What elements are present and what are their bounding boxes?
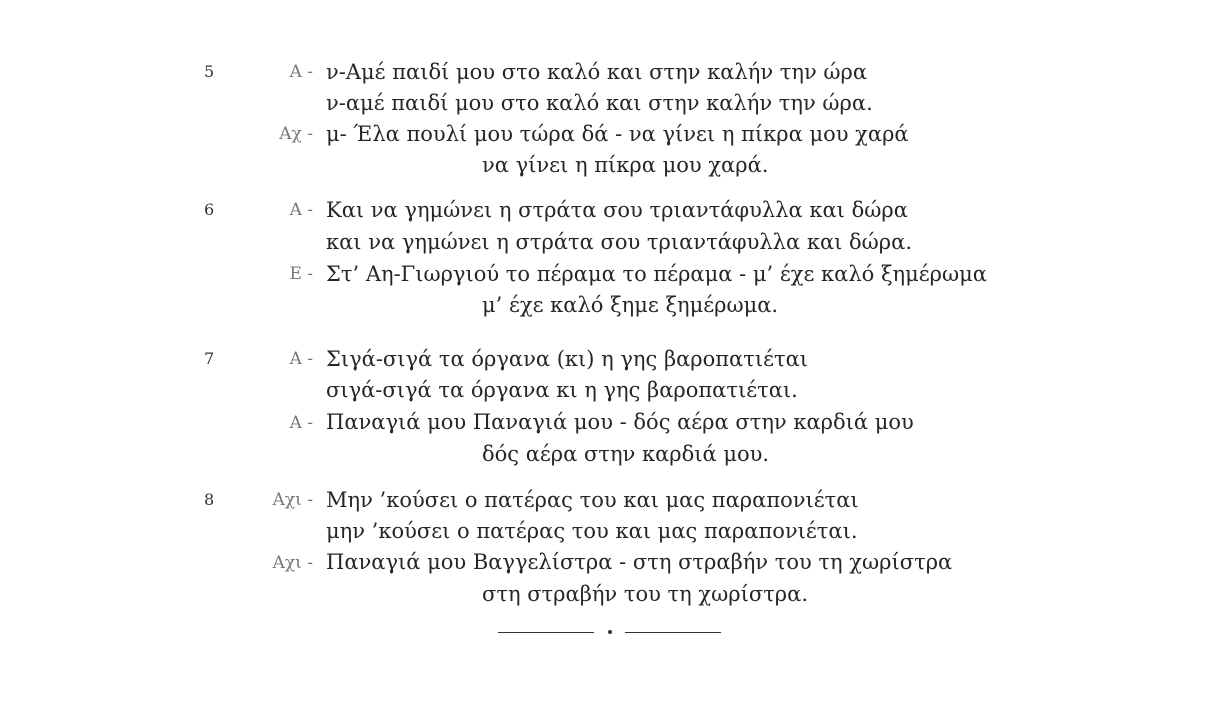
verse-line: Και να γημώνει η στράτα σου τριαντάφυλλα και δώρα <box>326 198 908 222</box>
verse-line: ν-αμέ παιδί μου στο καλό και στην καλήν την ώρα. <box>326 91 873 115</box>
speaker-label: Α - <box>289 62 313 82</box>
speaker-label: Αχι - <box>272 490 313 510</box>
verse-line: Παναγιά μου Βαγγελίστρα - στη στραβήν του τη χωρίστρα <box>326 550 953 574</box>
speaker-label: Α - <box>289 413 313 433</box>
verse-line: Στ’ Αη-Γιωργιού το πέραμα το πέραμα - μ’ έχε καλό ξημέρωμα <box>326 262 987 286</box>
verse-line: Σιγά-σιγά τα όργανα (κι) η γης βαροπατιέται <box>326 347 809 371</box>
stanza-number: 5 <box>204 62 215 81</box>
speaker-label: Α - <box>289 349 313 369</box>
ornament-rule <box>498 632 594 633</box>
verse-line: μ- Έλα πουλί μου τώρα δά - να γίνει η πίκρα μου χαρά <box>326 122 909 146</box>
verse-line: ν-Αμέ παιδί μου στο καλό και στην καλήν την ώρα <box>326 60 868 84</box>
ornament-rule <box>625 632 721 633</box>
speaker-label: Ε - <box>289 264 313 284</box>
stanza-number: 6 <box>204 200 215 219</box>
stanza-number: 8 <box>204 490 215 509</box>
ornament-dot <box>608 630 612 634</box>
verse-line: σιγά-σιγά τα όργανα κι η γης βαροπατιέται. <box>326 378 798 402</box>
verse-line: Μην ’κούσει ο πατέρας του και μας παραπονιέται <box>326 488 859 512</box>
verse-line: μην ’κούσει ο πατέρας του και μας παραπονιέται. <box>326 519 858 543</box>
verse-line: και να γημώνει η στράτα σου τριαντάφυλλα και δώρα. <box>326 230 913 254</box>
stanza-number: 7 <box>204 349 215 368</box>
speaker-label: Α - <box>289 200 313 220</box>
speaker-label: Αχ - <box>279 124 313 144</box>
end-ornament <box>498 620 722 640</box>
refrain-line: δός αέρα στην καρδιά μου. <box>482 442 770 466</box>
refrain-line: να γίνει η πίκρα μου χαρά. <box>482 153 769 177</box>
refrain-line: μ’ έχε καλό ξημε ξημέρωμα. <box>482 293 779 317</box>
verse-line: Παναγιά μου Παναγιά μου - δός αέρα στην καρδιά μου <box>326 410 914 434</box>
refrain-line: στη στραβήν του τη χωρίστρα. <box>482 582 809 606</box>
speaker-label: Αχι - <box>272 553 313 573</box>
